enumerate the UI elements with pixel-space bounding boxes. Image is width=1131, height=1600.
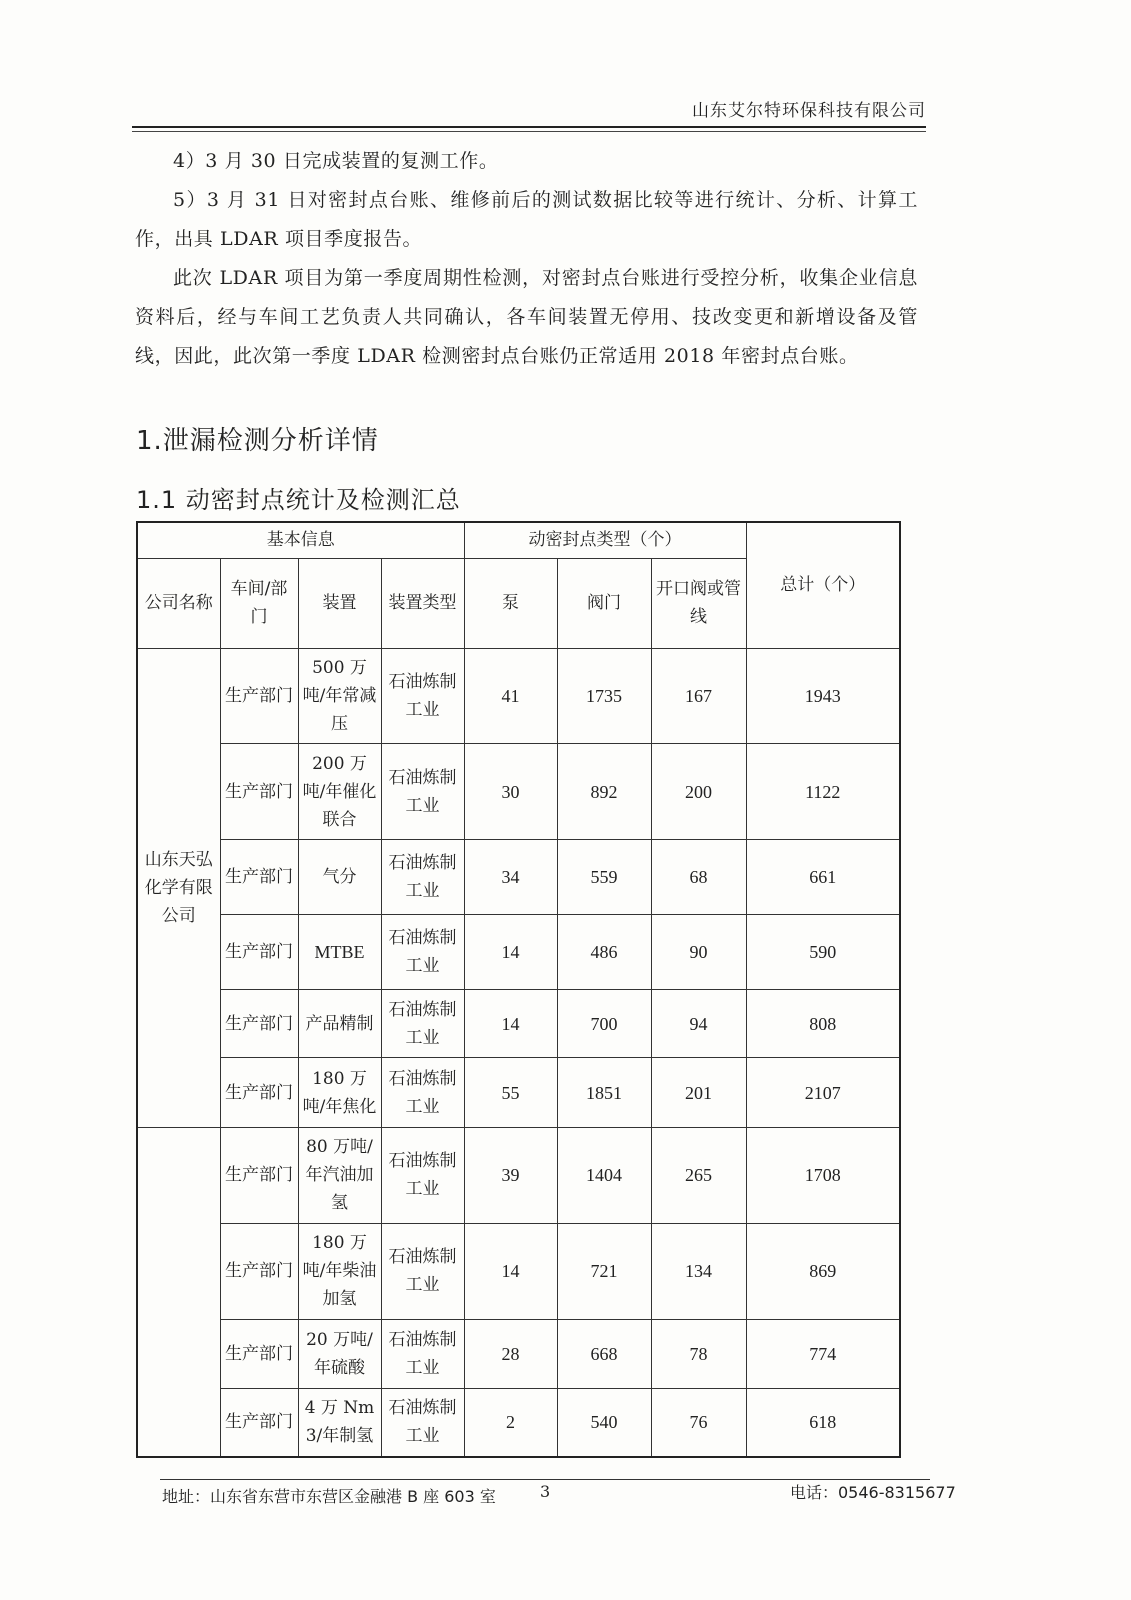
valve-cell: 721	[557, 1223, 651, 1319]
valve-cell: 700	[557, 990, 651, 1058]
workshop-cell: 生产部门	[220, 1319, 298, 1388]
pump-cell: 41	[464, 648, 557, 744]
total-cell: 590	[746, 915, 900, 990]
table-row	[137, 1319, 900, 1388]
footer-phone: 电话：0546-8315677	[790, 1483, 956, 1502]
unit-cell: 180 万吨/年柴油加氢	[298, 1223, 381, 1319]
unit-cell: 20 万吨/年硫酸	[298, 1319, 381, 1388]
total-cell: 808	[746, 990, 900, 1058]
open-line-cell: 76	[651, 1388, 746, 1457]
valve-cell: 559	[557, 840, 651, 915]
workshop-cell: 生产部门	[220, 990, 298, 1058]
valve-cell: 1404	[557, 1128, 651, 1224]
pump-cell: 14	[464, 990, 557, 1058]
workshop-cell: 生产部门	[220, 1128, 298, 1224]
pump-cell: 55	[464, 1058, 557, 1128]
total-cell: 1708	[746, 1128, 900, 1224]
header-rule	[132, 126, 926, 132]
valve-cell: 540	[557, 1388, 651, 1457]
valve-cell: 668	[557, 1319, 651, 1388]
unit-cell: 180 万吨/年焦化	[298, 1058, 381, 1128]
group-header-seal-types: 动密封点类型（个）	[464, 522, 746, 558]
paragraph-summary: 此次 LDAR 项目为第一季度周期性检测，对密封点台账进行受控分析，收集企业信息资料后，经与车间工艺负责人共同确认，各车间装置无停用、技改变更和新增设备及管线，因此，此次第一季度 LDAR 检测密封点台账仍正常适用 2018 年密封点台账。	[135, 267, 918, 367]
total-cell: 661	[746, 840, 900, 915]
pump-cell: 34	[464, 840, 557, 915]
footer-address: 地址：山东省东营市东营区金融港 B 座 603 室	[162, 1487, 496, 1506]
table-row	[137, 744, 900, 840]
column-header-unit: 装置	[298, 558, 381, 648]
unit-cell: 200 万吨/年催化联合	[298, 744, 381, 840]
workshop-cell: 生产部门	[220, 648, 298, 744]
workshop-cell: 生产部门	[220, 840, 298, 915]
column-header-open-line: 开口阀或管线	[651, 558, 746, 648]
open-line-cell: 134	[651, 1223, 746, 1319]
column-header-workshop: 车间/部门	[220, 558, 298, 648]
workshop-cell: 生产部门	[220, 1388, 298, 1457]
table-row	[137, 1223, 900, 1319]
pump-cell: 14	[464, 915, 557, 990]
unit-type-cell: 石油炼制工业	[381, 744, 464, 840]
pump-cell: 30	[464, 744, 557, 840]
column-header-unit-type: 装置类型	[381, 558, 464, 648]
open-line-cell: 200	[651, 744, 746, 840]
valve-cell: 892	[557, 744, 651, 840]
column-header-valve: 阀门	[557, 558, 651, 648]
table-row	[137, 840, 900, 915]
workshop-cell: 生产部门	[220, 744, 298, 840]
total-cell: 1122	[746, 744, 900, 840]
unit-type-cell: 石油炼制工业	[381, 1058, 464, 1128]
total-cell: 1943	[746, 648, 900, 744]
paragraph-step-4: 4）3 月 30 日完成装置的复测工作。	[173, 150, 499, 172]
total-cell: 618	[746, 1388, 900, 1457]
valve-cell: 486	[557, 915, 651, 990]
unit-type-cell: 石油炼制工业	[381, 648, 464, 744]
group-header-basic: 基本信息	[137, 522, 464, 558]
valve-cell: 1851	[557, 1058, 651, 1128]
valve-cell: 1735	[557, 648, 651, 744]
total-cell: 869	[746, 1223, 900, 1319]
column-header-total: 总计（个）	[746, 522, 900, 648]
unit-type-cell: 石油炼制工业	[381, 840, 464, 915]
table-row	[137, 915, 900, 990]
unit-cell: 500 万吨/年常减压	[298, 648, 381, 744]
table-row	[137, 990, 900, 1058]
company-name-cell-continued	[137, 1128, 220, 1458]
open-line-cell: 90	[651, 915, 746, 990]
open-line-cell: 265	[651, 1128, 746, 1224]
subsection-heading: 1.1 动密封点统计及检测汇总	[136, 486, 461, 514]
pump-cell: 14	[464, 1223, 557, 1319]
pump-cell: 28	[464, 1319, 557, 1388]
open-line-cell: 167	[651, 648, 746, 744]
unit-type-cell: 石油炼制工业	[381, 915, 464, 990]
table-row	[137, 648, 900, 744]
unit-type-cell: 石油炼制工业	[381, 1223, 464, 1319]
section-heading: 1.泄漏检测分析详情	[136, 426, 379, 456]
total-cell: 774	[746, 1319, 900, 1388]
pump-cell: 2	[464, 1388, 557, 1457]
unit-cell: 4 万 Nm3/年制氢	[298, 1388, 381, 1457]
unit-type-cell: 石油炼制工业	[381, 1128, 464, 1224]
column-header-company: 公司名称	[137, 558, 220, 648]
company-name-cell: 山东天弘化学有限公司	[137, 648, 220, 1128]
open-line-cell: 94	[651, 990, 746, 1058]
workshop-cell: 生产部门	[220, 1223, 298, 1319]
pump-cell: 39	[464, 1128, 557, 1224]
unit-cell: 产品精制	[298, 990, 381, 1058]
workshop-cell: 生产部门	[220, 1058, 298, 1128]
unit-cell: 气分	[298, 840, 381, 915]
table-row	[137, 1128, 900, 1224]
unit-type-cell: 石油炼制工业	[381, 990, 464, 1058]
open-line-cell: 201	[651, 1058, 746, 1128]
unit-type-cell: 石油炼制工业	[381, 1388, 464, 1457]
unit-type-cell: 石油炼制工业	[381, 1319, 464, 1388]
page-number: 3	[540, 1482, 551, 1501]
open-line-cell: 68	[651, 840, 746, 915]
unit-cell: 80 万吨/年汽油加氢	[298, 1128, 381, 1224]
open-line-cell: 78	[651, 1319, 746, 1388]
table-row	[137, 1388, 900, 1457]
total-cell: 2107	[746, 1058, 900, 1128]
paragraph-step-5: 5）3 月 31 日对密封点台账、维修前后的测试数据比较等进行统计、分析、计算工作，出具 LDAR 项目季度报告。	[135, 189, 918, 250]
column-header-pump: 泵	[464, 558, 557, 648]
workshop-cell: 生产部门	[220, 915, 298, 990]
unit-cell: MTBE	[298, 915, 381, 990]
table-row	[137, 1058, 900, 1128]
seal-statistics-table	[136, 521, 901, 1458]
page-header-company: 山东艾尔特环保科技有限公司	[692, 101, 926, 121]
